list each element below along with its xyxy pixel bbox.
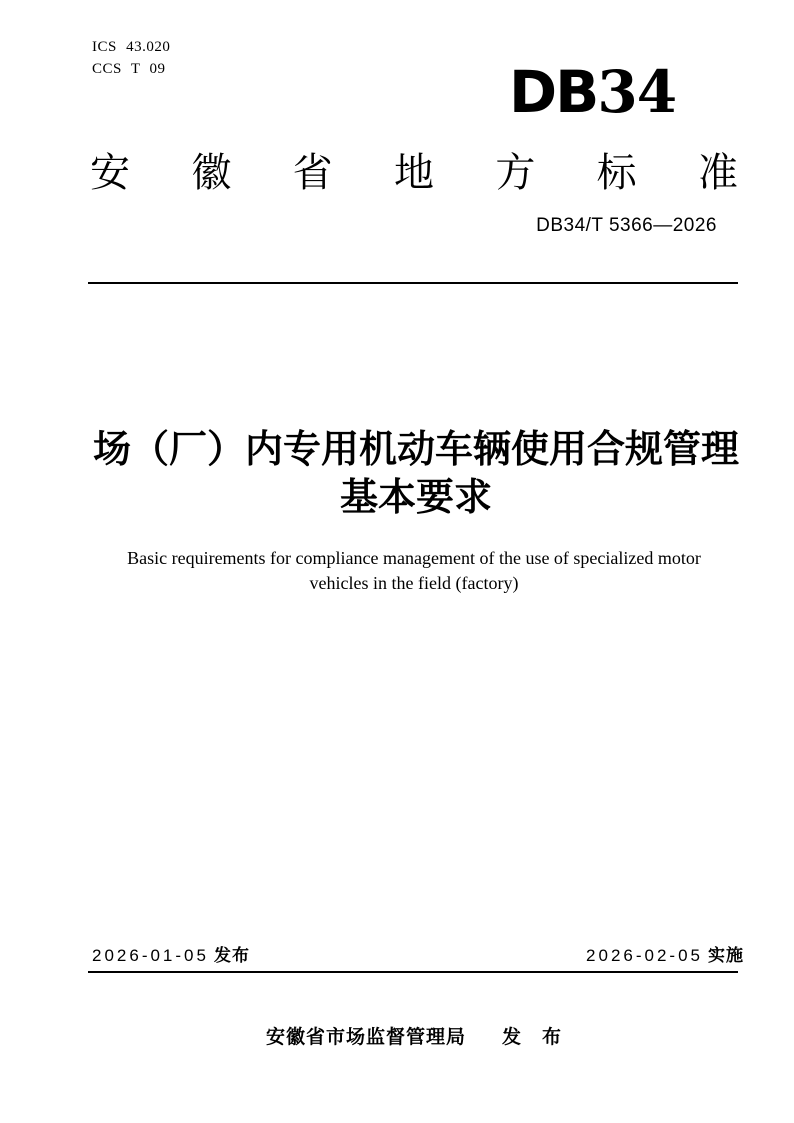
- dates-row: [92, 945, 744, 967]
- standard-number: DB34/T 5366—2026: [536, 215, 717, 236]
- implementation-date: [586, 945, 744, 967]
- db34-logo: [509, 58, 677, 126]
- english-title-line2: vehicles in the field (factory): [309, 573, 519, 593]
- publisher-name: 安徽省市场监督管理局: [265, 1027, 466, 1048]
- document-title-english: [90, 546, 738, 596]
- implementation-date-label: 实施: [708, 946, 744, 965]
- english-title-line1: Basic requirements for compliance management of the use of specialized motor: [127, 548, 701, 568]
- document-title-line2: 基本要求: [339, 477, 492, 519]
- footer-divider: [88, 971, 738, 973]
- header-divider: [88, 282, 738, 284]
- standard-category-title: 安徽省地方标准: [90, 151, 738, 195]
- ics-code: ICS 43.020: [92, 39, 171, 55]
- classification-codes: [92, 36, 170, 80]
- ccs-code: CCS T 09: [92, 61, 166, 77]
- implementation-date-value: 2026-02-05: [586, 946, 703, 965]
- issue-date-value: 2026-01-05: [92, 946, 209, 965]
- document-title-line1: 场（厂）内专用机动车辆使用合规管理: [92, 429, 739, 471]
- issue-date-label: 发布: [213, 946, 250, 965]
- publisher-line: [90, 1022, 738, 1049]
- publisher-action: 发 布: [502, 1027, 563, 1048]
- db34-logo-number: 34: [597, 58, 677, 126]
- document-title: [92, 426, 740, 522]
- db34-logo-letters: DB: [509, 58, 598, 126]
- issue-date: [92, 945, 250, 967]
